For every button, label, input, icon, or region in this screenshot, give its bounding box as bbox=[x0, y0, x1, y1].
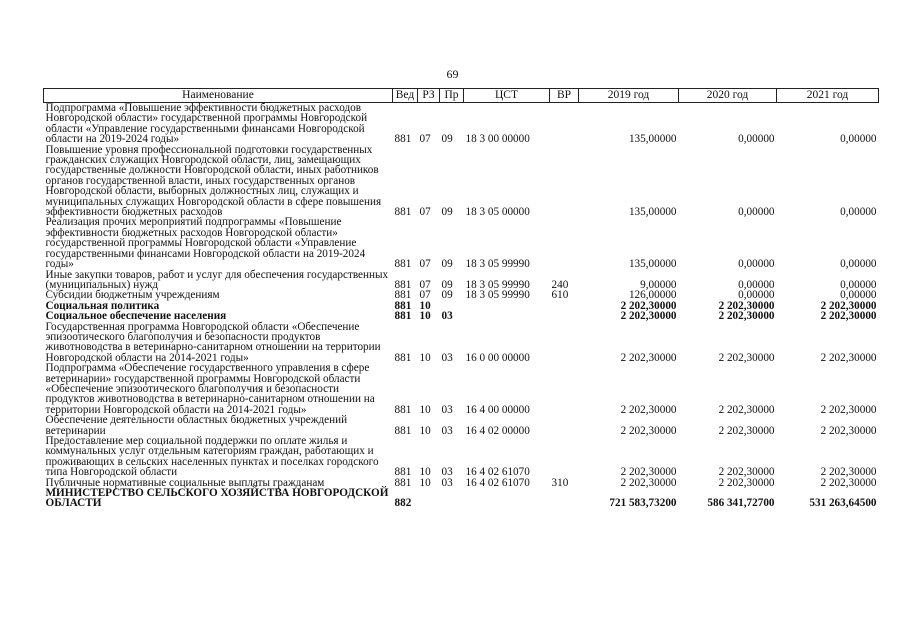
header-cst: ЦСТ bbox=[464, 89, 550, 103]
cell-2019: 2 202,30000 bbox=[620, 310, 677, 323]
cell-2019: 2 202,30000 bbox=[620, 476, 677, 489]
cell-name: Реализация прочих мероприятий подпрограммы «Повышение эффективности бюджетных расходов Новгородской области» государственной программы Новгородской области «Управление государственными финансами Новгородской области на 2019-2024 годы» bbox=[45, 216, 366, 271]
cell-ved: 881 bbox=[394, 289, 412, 302]
table-row bbox=[44, 322, 879, 364]
table-row bbox=[44, 363, 879, 415]
cell-2020: 0,00000 bbox=[738, 258, 775, 271]
cell-name: Субсидии бюджетным учреждениям bbox=[45, 289, 220, 302]
cell-ved: 881 bbox=[394, 133, 412, 146]
table-row bbox=[44, 145, 879, 218]
cell-cst: 16 4 00 00000 bbox=[465, 403, 530, 416]
cell-2021: 0,00000 bbox=[840, 289, 877, 302]
cell-pr: 09 bbox=[441, 206, 453, 219]
cell-2021: 2 202,30000 bbox=[820, 424, 877, 437]
cell-rz: 07 bbox=[419, 278, 431, 291]
cell-cst: 16 4 02 00000 bbox=[465, 424, 530, 437]
cell-vr: 310 bbox=[551, 476, 569, 489]
cell-vr bbox=[550, 301, 579, 311]
cell-ved: 881 bbox=[394, 278, 412, 291]
cell-name: Повышение уровня профессиональной подготовки государственных гражданских служащих Новгородской области, лиц, замещающих государственные должности Новгородской области, иных работников органов государственной власти, иных государственных органов Новгородской области, выборных должностных лиц, служащих и муниципальных служащих Новгородской области в сфере повышения эффективности бюджетных расходов bbox=[45, 143, 382, 219]
cell-name: Иные закупки товаров, работ и услуг для обеспечения государственных (муниципальных) нужд bbox=[45, 268, 389, 291]
cell-pr: 03 bbox=[441, 403, 453, 416]
cell-2020: 2 202,30000 bbox=[718, 351, 775, 364]
cell-rz: 07 bbox=[419, 289, 431, 302]
cell-pr: 09 bbox=[441, 278, 453, 291]
cell-pr: 03 bbox=[441, 466, 453, 479]
table-row bbox=[44, 103, 879, 145]
cell-cst: 18 3 00 00000 bbox=[465, 133, 530, 146]
cell-cst: 16 4 02 61070 bbox=[465, 476, 530, 489]
table-row bbox=[44, 436, 879, 478]
cell-ved: 881 bbox=[394, 351, 412, 364]
cell-pr: 09 bbox=[441, 258, 453, 271]
cell-2020: 2 202,30000 bbox=[718, 310, 775, 323]
cell-cst: 18 3 05 99990 bbox=[465, 258, 530, 271]
table-row bbox=[44, 311, 879, 321]
cell-rz: 10 bbox=[419, 299, 431, 312]
cell-2021: 2 202,30000 bbox=[820, 351, 877, 364]
cell-ved: 881 bbox=[394, 258, 412, 271]
cell-vr bbox=[550, 415, 579, 436]
cell-2020: 0,00000 bbox=[738, 278, 775, 291]
cell-cst: 18 3 05 00000 bbox=[465, 206, 530, 219]
cell-vr bbox=[550, 488, 579, 509]
cell-ved: 881 bbox=[394, 310, 412, 323]
table-row bbox=[44, 217, 879, 269]
cell-ved: 881 bbox=[394, 206, 412, 219]
cell-2019: 135,00000 bbox=[628, 133, 677, 146]
cell-ved: 881 bbox=[394, 424, 412, 437]
cell-cst bbox=[464, 301, 550, 311]
cell-2020: 2 202,30000 bbox=[718, 299, 775, 312]
cell-2021: 531 263,64500 bbox=[809, 497, 877, 510]
cell-rz: 07 bbox=[419, 133, 431, 146]
cell-name: Социальная политика bbox=[45, 299, 160, 312]
cell-vr bbox=[550, 363, 579, 415]
table-row bbox=[44, 488, 879, 509]
cell-vr bbox=[550, 436, 579, 478]
cell-vr bbox=[550, 322, 579, 364]
cell-2021: 0,00000 bbox=[840, 278, 877, 291]
cell-2019: 2 202,30000 bbox=[620, 351, 677, 364]
cell-rz: 10 bbox=[419, 403, 431, 416]
cell-2020: 0,00000 bbox=[738, 289, 775, 302]
table-row bbox=[44, 270, 879, 291]
cell-2019: 2 202,30000 bbox=[620, 466, 677, 479]
cell-2019: 135,00000 bbox=[628, 206, 677, 219]
cell-name: Публичные нормативные социальные выплаты гражданам bbox=[45, 476, 325, 489]
table-header-row bbox=[44, 89, 879, 103]
cell-name: МИНИСТЕРСТВО СЕЛЬСКОГО ХОЗЯЙСТВА НОВГОРОДСКОЙ ОБЛАСТИ bbox=[45, 487, 389, 510]
cell-ved: 881 bbox=[394, 466, 412, 479]
cell-ved: 881 bbox=[394, 403, 412, 416]
cell-2019: 2 202,30000 bbox=[620, 403, 677, 416]
cell-pr: 03 bbox=[441, 424, 453, 437]
cell-rz: 10 bbox=[419, 424, 431, 437]
cell-2020: 0,00000 bbox=[738, 206, 775, 219]
cell-name: Социальное обеспечение населения bbox=[45, 310, 227, 323]
cell-2020: 2 202,30000 bbox=[718, 424, 775, 437]
cell-pr: 03 bbox=[441, 476, 453, 489]
cell-vr bbox=[550, 145, 579, 218]
cell-cst bbox=[464, 488, 550, 509]
cell-name: Предоставление мер социальной поддержки по оплате жилья и коммунальных услуг отдельным категориям граждан, работающих и проживающих в сельских населенных пунктах и поселках городского типа Новгородской области bbox=[45, 435, 379, 479]
cell-name: Подпрограмма «Повышение эффективности бюджетных расходов Новгородской области» государственной программы Новгородской области «Управление государственными финансами Новгородской области на 2019-2024 годы» bbox=[45, 102, 368, 146]
cell-cst: 18 3 05 99990 bbox=[465, 278, 530, 291]
header-rz: РЗ bbox=[418, 89, 440, 103]
cell-2020: 2 202,30000 bbox=[718, 476, 775, 489]
cell-2021: 0,00000 bbox=[840, 206, 877, 219]
cell-2021: 2 202,30000 bbox=[820, 310, 877, 323]
cell-2020: 2 202,30000 bbox=[718, 466, 775, 479]
cell-2020: 2 202,30000 bbox=[718, 403, 775, 416]
cell-2019: 126,00000 bbox=[628, 289, 677, 302]
cell-2019: 9,00000 bbox=[640, 278, 677, 291]
cell-vr bbox=[550, 217, 579, 269]
cell-2019: 135,00000 bbox=[628, 258, 677, 271]
cell-2020: 586 341,72700 bbox=[707, 497, 775, 510]
cell-rz: 07 bbox=[419, 206, 431, 219]
cell-2021: 2 202,30000 bbox=[820, 299, 877, 312]
budget-table bbox=[43, 88, 879, 509]
header-2020: 2020 год bbox=[679, 89, 777, 103]
cell-cst: 18 3 05 99990 bbox=[465, 289, 530, 302]
cell-ved: 881 bbox=[394, 476, 412, 489]
cell-cst: 16 4 02 61070 bbox=[465, 466, 530, 479]
cell-name: Государственная программа Новгородской области «Обеспечение эпизоотического благополучия и безопасности продуктов животноводства в ветеринарно-санитарном отношении на территории Новгородской области на 2014-2021 годы» bbox=[45, 320, 381, 364]
cell-rz: 10 bbox=[419, 310, 431, 323]
cell-2021: 2 202,30000 bbox=[820, 466, 877, 479]
cell-2021: 2 202,30000 bbox=[820, 476, 877, 489]
cell-2019: 721 583,73200 bbox=[609, 497, 677, 510]
cell-rz bbox=[418, 488, 440, 509]
cell-vr bbox=[550, 311, 579, 321]
cell-vr bbox=[550, 103, 579, 145]
table-body bbox=[44, 103, 879, 509]
cell-rz: 10 bbox=[419, 351, 431, 364]
header-pr: Пр bbox=[440, 89, 464, 103]
cell-pr: 03 bbox=[441, 310, 453, 323]
cell-rz: 07 bbox=[419, 258, 431, 271]
header-ved: Вед bbox=[393, 89, 418, 103]
cell-rz: 10 bbox=[419, 466, 431, 479]
cell-name: Обеспечение деятельности областных бюджетных учреждений ветеринарии bbox=[45, 414, 348, 437]
cell-name: Подпрограмма «Обеспечение государственного управления в сфере ветеринарии» государственной программы Новгородской области «Обеспечение эпизоотического благополучия и безопасности продуктов животноводства в ветеринарно-санитарном отношении на территории Новгородской области на 2014-2021 годы» bbox=[45, 362, 375, 416]
cell-ved: 881 bbox=[394, 299, 412, 312]
cell-2021: 0,00000 bbox=[840, 133, 877, 146]
cell-2019: 2 202,30000 bbox=[620, 299, 677, 312]
header-2021: 2021 год bbox=[777, 89, 879, 103]
cell-pr: 09 bbox=[441, 289, 453, 302]
header-2019: 2019 год bbox=[579, 89, 679, 103]
cell-2021: 2 202,30000 bbox=[820, 403, 877, 416]
cell-2021: 0,00000 bbox=[840, 258, 877, 271]
cell-rz: 10 bbox=[419, 476, 431, 489]
cell-vr: 610 bbox=[551, 289, 569, 302]
cell-ved: 882 bbox=[394, 497, 412, 510]
cell-cst: 16 0 00 00000 bbox=[465, 351, 530, 364]
table-row bbox=[44, 415, 879, 436]
header-vr: ВР bbox=[550, 89, 579, 103]
cell-cst bbox=[464, 311, 550, 321]
cell-2020: 0,00000 bbox=[738, 133, 775, 146]
cell-vr: 240 bbox=[551, 278, 569, 291]
cell-2019: 2 202,30000 bbox=[620, 424, 677, 437]
cell-pr: 09 bbox=[441, 133, 453, 146]
page-number: 69 bbox=[446, 67, 459, 81]
cell-pr: 03 bbox=[441, 351, 453, 364]
header-name: Наименование bbox=[44, 89, 393, 103]
cell-pr bbox=[440, 488, 464, 509]
